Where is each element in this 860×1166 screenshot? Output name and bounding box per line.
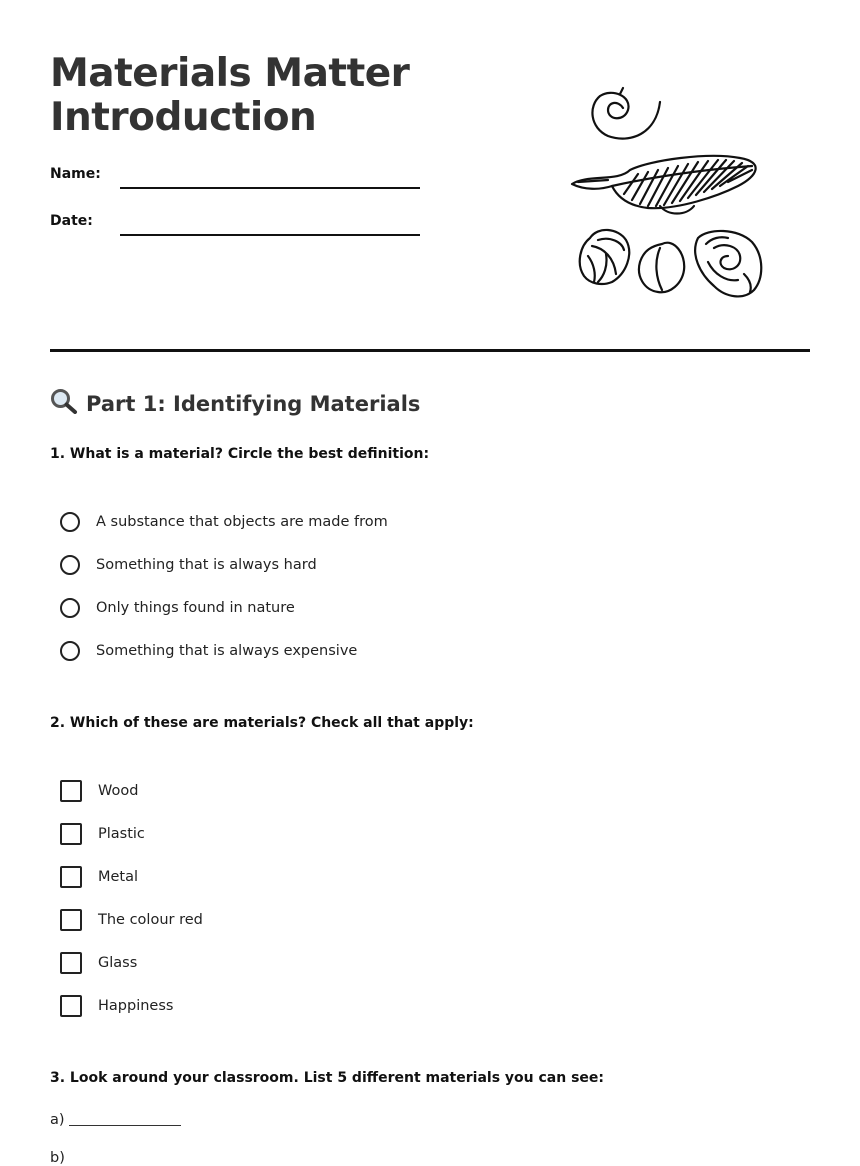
section-divider [50,349,810,352]
wood-piece-icon [695,231,761,296]
checkbox[interactable] [60,995,82,1017]
q1-option-label: Something that is always expensive [96,643,358,659]
question-3: 3. Look around your classroom. List 5 different materials you can see: [50,1070,604,1086]
feather-icon [572,156,756,214]
q1-option-label: A substance that objects are made from [96,514,388,530]
q1-option-label: Something that is always hard [96,557,317,573]
q2-option[interactable] [60,994,173,1018]
title-line-2: Introduction [50,95,317,140]
answer-blank[interactable] [69,1111,181,1126]
name-field[interactable] [120,187,420,189]
q2-option-label: Metal [98,869,139,885]
radio-circle[interactable] [60,641,80,661]
checkbox[interactable] [60,952,82,974]
q2-option-label: Glass [98,955,138,971]
q2-option-label: Wood [98,783,139,799]
q2-option-label: Happiness [98,998,174,1014]
radio-circle[interactable] [60,598,80,618]
checkbox[interactable] [60,780,82,802]
q2-option[interactable] [60,779,138,803]
checkbox[interactable] [60,823,82,845]
answer-line[interactable] [50,1150,65,1166]
spiral-shell-icon [592,88,660,139]
q1-option[interactable] [60,553,317,577]
answer-label: b) [50,1150,65,1166]
seed-pod-icon [580,230,629,284]
part1-heading-text: Part 1: Identifying Materials [86,392,421,416]
q2-option[interactable] [60,908,203,932]
answer-line[interactable] [50,1111,181,1128]
q1-option[interactable] [60,596,295,620]
checkbox[interactable] [60,866,82,888]
title-line-1: Materials Matter [50,51,410,96]
q2-option-label: Plastic [98,826,145,842]
magnifying-glass-icon [50,388,78,414]
name-label: Name: [50,166,101,182]
part1-heading [50,388,420,416]
checkbox[interactable] [60,909,82,931]
worksheet-title [50,52,409,140]
radio-circle[interactable] [60,555,80,575]
natural-materials-illustration [568,78,768,303]
q2-option[interactable] [60,822,145,846]
radio-circle[interactable] [60,512,80,532]
date-field[interactable] [120,234,420,236]
date-label: Date: [50,213,93,229]
q1-option-label: Only things found in nature [96,600,295,616]
question-2: 2. Which of these are materials? Check all that apply: [50,715,474,731]
q2-option[interactable] [60,865,138,889]
question-1: 1. What is a material? Circle the best definition: [50,446,430,462]
q2-option[interactable] [60,951,137,975]
q1-option[interactable] [60,510,388,534]
q1-option[interactable] [60,639,357,663]
answer-label: a) [50,1112,65,1128]
q2-option-label: The colour red [98,912,203,928]
nut-icon [639,243,684,293]
